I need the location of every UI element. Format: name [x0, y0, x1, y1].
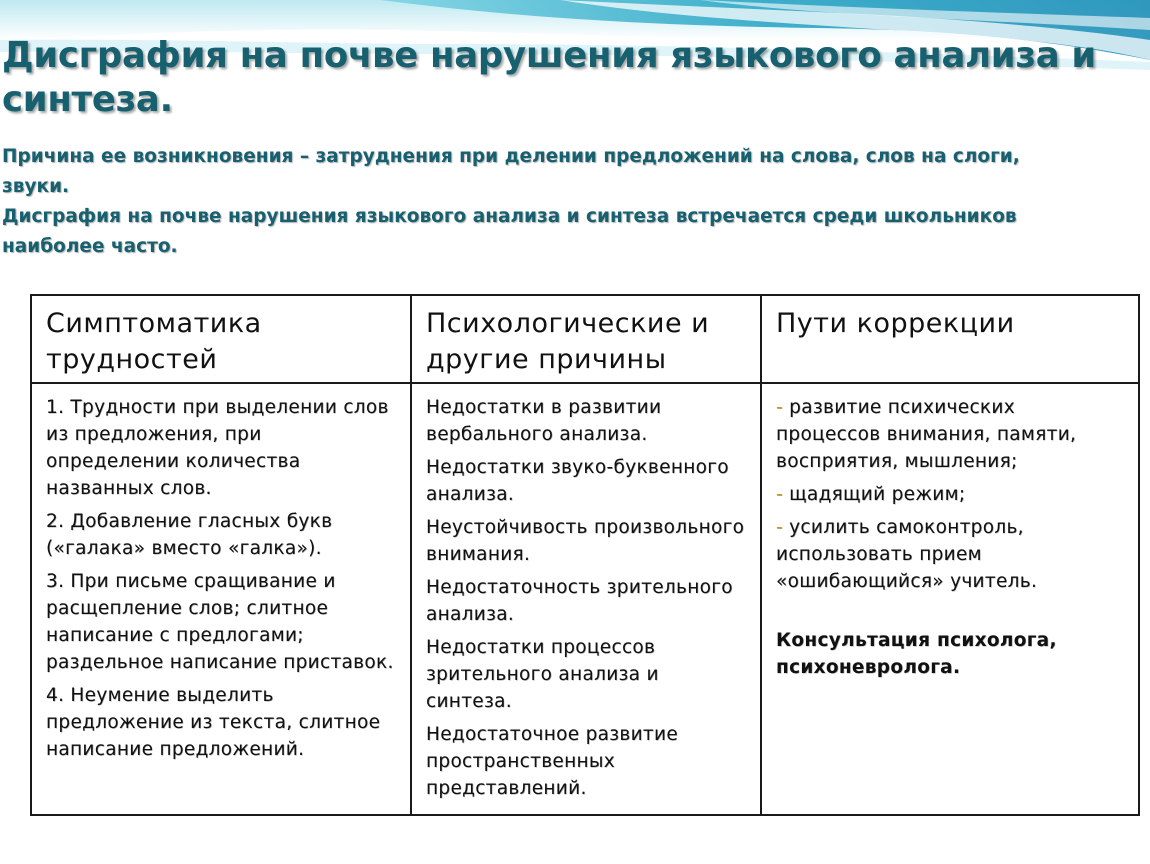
frequency-paragraph: [2, 202, 1142, 262]
spacer: [776, 601, 1124, 627]
frequency-line-2: наиболее часто.: [2, 236, 178, 257]
title-line-1: Дисграфия на почве нарушения языкового анализа и: [2, 35, 1096, 76]
correction-text: развитие психических процессов внимания, памяти, восприятия, мышления;: [776, 397, 1077, 472]
slide-subtitle: [2, 142, 1142, 262]
correction-item: [776, 394, 1124, 475]
causes-cell: [411, 383, 761, 815]
dysgraphia-table: [30, 294, 1140, 816]
symptom-item: 1. Трудности при выделении слов из предложения, при определении количества названных слов.: [46, 397, 389, 499]
bullet-dash: -: [776, 484, 783, 505]
cause-line-1: Причина ее возникновения – затруднения при делении предложений на слова, слов на слоги,: [2, 146, 1020, 167]
cause-item: Недостаточность зрительного анализа.: [426, 577, 733, 625]
frequency-line-1: Дисграфия на почве нарушения языкового анализа и синтеза встречается среди школьников: [2, 206, 1017, 227]
symptom-item: 2. Добавление гласных букв («галака» вместо «галка»).: [46, 511, 333, 559]
slide-title: [2, 34, 1142, 122]
correction-item: [776, 481, 1124, 508]
cause-item: Недостаточное развитие пространственных представлений.: [426, 724, 679, 799]
corrections-cell: [761, 383, 1139, 815]
header-corrections: Пути коррекции: [761, 295, 1139, 383]
title-line-2: синтеза.: [2, 79, 173, 120]
cause-paragraph: [2, 142, 1142, 202]
correction-item: [776, 514, 1124, 595]
bullet-dash: -: [776, 397, 783, 418]
cause-item: Неустойчивость произвольного внимания.: [426, 517, 745, 565]
table-header-row: [31, 295, 1139, 383]
header-causes: Психологические и другие причины: [411, 295, 761, 383]
symptom-item: 3. При письме сращивание и расщепление слов; слитное написание с предлогами; раздельное написание приставок.: [46, 571, 394, 673]
header-symptoms: Симптоматика трудностей: [31, 295, 411, 383]
symptoms-cell: [31, 383, 411, 815]
cause-item: Недостатки в развитии вербального анализа.: [426, 397, 662, 445]
bullet-dash: -: [776, 517, 783, 538]
symptom-item: 4. Неумение выделить предложение из текста, слитное написание предложений.: [46, 685, 381, 760]
table-body-row: [31, 383, 1139, 815]
correction-text: усилить самоконтроль, использовать прием «ошибающийся» учитель.: [776, 517, 1038, 592]
consultation-note: Консультация психолога, психоневролога.: [776, 630, 1057, 678]
cause-item: Недостатки процессов зрительного анализа и синтеза.: [426, 637, 659, 712]
cause-line-2: звуки.: [2, 176, 70, 197]
correction-text: щадящий режим;: [789, 484, 966, 505]
cause-item: Недостатки звуко-буквенного анализа.: [426, 457, 729, 505]
